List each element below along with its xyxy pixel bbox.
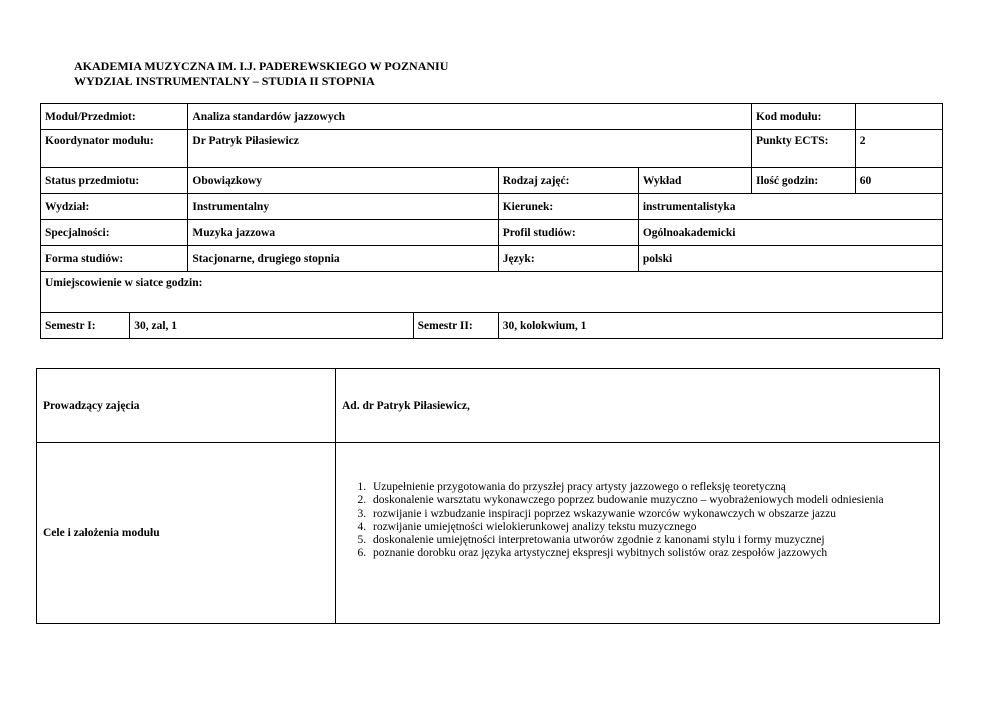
sem1-value: 30, zal, 1 xyxy=(130,313,413,339)
list-item: 5. doskonalenie umiejętności interpretowania utworów zgodnie z kanonami stylu i formy muzycznej xyxy=(369,534,909,547)
jezyk-value: polski xyxy=(638,246,942,272)
table-row xyxy=(41,272,943,313)
table-row xyxy=(41,313,943,339)
rodzaj-label: Rodzaj zajęć: xyxy=(498,168,638,194)
specjalnosci-label: Specjalności: xyxy=(41,220,188,246)
document-header xyxy=(74,59,448,89)
list-item: 6. poznanie dorobku oraz języka artystycznej ekspresji wybitnych solistów oraz zespołów jazzowych xyxy=(369,547,909,560)
forma-label: Forma studiów: xyxy=(41,246,188,272)
table-row xyxy=(41,194,943,220)
list-item: 3. rozwijanie i wzbudzanie inspiracji poprzez wskazywanie wzorców wykonawczych w obszarze jazzu xyxy=(369,508,909,521)
profil-label: Profil studiów: xyxy=(498,220,638,246)
kierunek-value: instrumentalistyka xyxy=(638,194,942,220)
list-item: 4. rozwijanie umiejętności wielokierunkowej analizy tekstu muzycznego xyxy=(369,521,909,534)
prowadzacy-label: Prowadzący zajęcia xyxy=(37,369,336,443)
jezyk-label: Język: xyxy=(498,246,638,272)
umiejscowienie-label: Umiejscowienie w siatce godzin: xyxy=(41,272,943,313)
list-item: 1. Uzupełnienie przygotowania do przyszłej pracy artysty jazzowego o refleksję teoretyczną xyxy=(369,481,909,494)
kierunek-label: Kierunek: xyxy=(498,194,638,220)
koordynator-label: Koordynator modułu: xyxy=(41,130,188,168)
sem2-label: Semestr II: xyxy=(413,313,498,339)
table-row xyxy=(41,104,943,130)
sem2-value: 30, kolokwium, 1 xyxy=(498,313,942,339)
table-row xyxy=(41,220,943,246)
wydzial-value: Instrumentalny xyxy=(188,194,498,220)
specjalnosci-value: Muzyka jazzowa xyxy=(188,220,498,246)
module-details-table xyxy=(36,368,940,624)
modul-value: Analiza standardów jazzowych xyxy=(188,104,752,130)
table-row xyxy=(37,369,940,443)
profil-value: Ogólnoakademicki xyxy=(638,220,942,246)
faculty-name: WYDZIAŁ INSTRUMENTALNY – STUDIA II STOPNIA xyxy=(74,74,375,88)
table-row xyxy=(41,246,943,272)
cele-cell xyxy=(336,443,940,624)
table-row xyxy=(37,443,940,624)
godzin-value: 60 xyxy=(855,168,942,194)
modul-label: Moduł/Przedmiot: xyxy=(41,104,188,130)
godzin-label: Ilość godzin: xyxy=(751,168,855,194)
list-item: 2. doskonalenie warsztatu wykonawczego poprzez budowanie muzyczno – wyobrażeniowych modeli odniesienia xyxy=(369,494,909,507)
sem1-label: Semestr I: xyxy=(41,313,130,339)
table-row xyxy=(41,130,943,168)
cele-list xyxy=(342,481,909,561)
koordynator-value: Dr Patryk Piłasiewicz xyxy=(188,130,752,168)
forma-value: Stacjonarne, drugiego stopnia xyxy=(188,246,498,272)
academy-name: AKADEMIA MUZYCZNA IM. I.J. PADEREWSKIEGO W POZNANIU xyxy=(74,59,449,73)
ects-label: Punkty ECTS: xyxy=(751,130,855,168)
cele-label: Cele i założenia modułu xyxy=(37,443,336,624)
kod-value xyxy=(855,104,942,130)
prowadzacy-value: Ad. dr Patryk Piłasiewicz, xyxy=(336,369,940,443)
kod-label: Kod modułu: xyxy=(751,104,855,130)
ects-value: 2 xyxy=(855,130,942,168)
module-info-table xyxy=(40,103,943,339)
rodzaj-value: Wykład xyxy=(638,168,751,194)
table-row xyxy=(41,168,943,194)
wydzial-label: Wydział: xyxy=(41,194,188,220)
status-value: Obowiązkowy xyxy=(188,168,498,194)
status-label: Status przedmiotu: xyxy=(41,168,188,194)
